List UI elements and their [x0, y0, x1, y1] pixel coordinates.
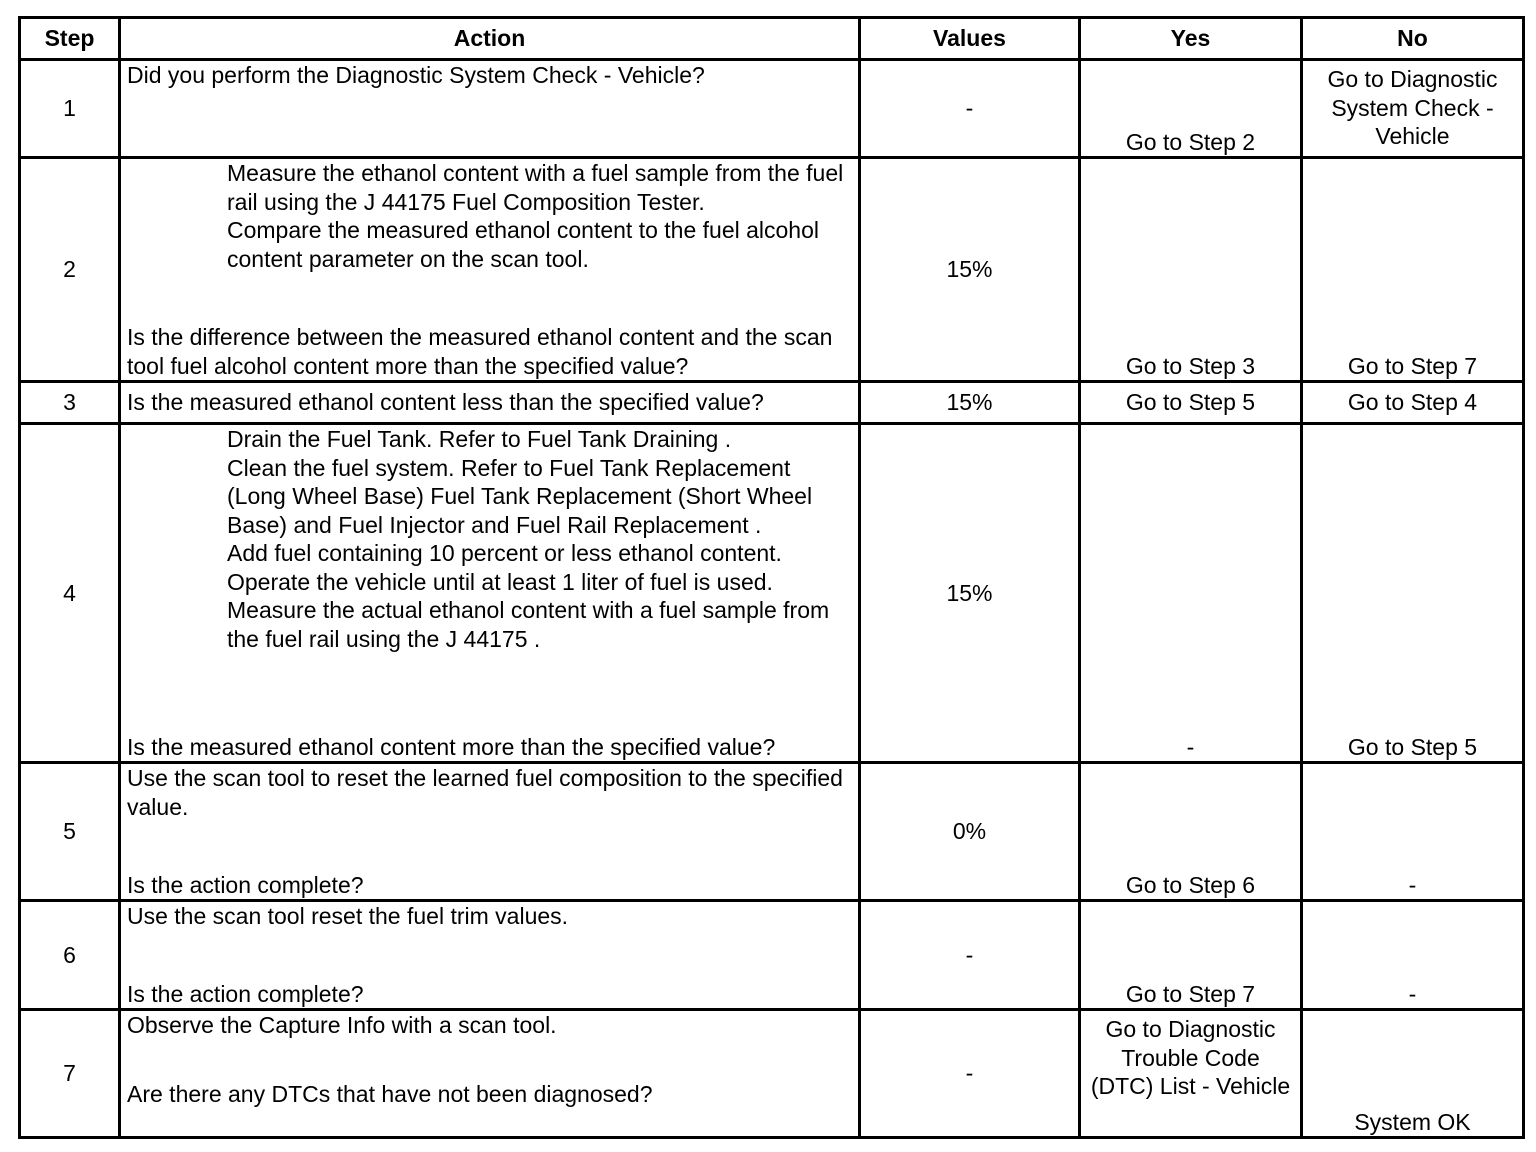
header-no: No	[1302, 18, 1524, 60]
value-cell: 0%	[860, 763, 1080, 901]
action-substep: Use the scan tool to reset the learned fuel composition to the specified value.	[127, 765, 843, 820]
no-cell: Go to Step 7	[1302, 158, 1524, 382]
action-cell	[120, 158, 860, 382]
header-values: Values	[860, 18, 1080, 60]
table-row	[20, 901, 1524, 1010]
action-cell	[120, 1010, 860, 1138]
yes-cell: Go to Step 7	[1080, 901, 1302, 1010]
value-cell: -	[860, 60, 1080, 158]
action-substeps	[127, 902, 852, 931]
action-question: Are there any DTCs that have not been diagnosed?	[127, 1080, 653, 1107]
action-cell	[120, 424, 860, 763]
table-row	[20, 424, 1524, 763]
step-number: 6	[20, 901, 120, 1010]
header-row	[20, 18, 1524, 60]
action-question: Is the action complete?	[127, 871, 364, 898]
action-substep: Compare the measured ethanol content to the fuel alcohol content parameter on the scan tool.	[227, 217, 819, 272]
no-cell: -	[1302, 763, 1524, 901]
action-substep: Observe the Capture Info with a scan tool.	[127, 1012, 557, 1038]
table-row	[20, 1010, 1524, 1138]
action-substep: Add fuel containing 10 percent or less ethanol content.	[227, 540, 782, 566]
header-action: Action	[120, 18, 860, 60]
action-substep: Drain the Fuel Tank. Refer to Fuel Tank Draining .	[227, 426, 732, 452]
action-substeps	[127, 425, 852, 653]
action-substeps	[127, 1011, 852, 1040]
yes-cell: Go to Diagnostic Trouble Code (DTC) List - Vehicle	[1080, 1010, 1302, 1138]
step-number: 3	[20, 382, 120, 424]
step-number: 5	[20, 763, 120, 901]
action-cell	[120, 901, 860, 1010]
action-substep: Measure the ethanol content with a fuel sample from the fuel rail using the J 44175 Fuel Composition Tester.	[227, 160, 844, 215]
no-cell: Go to Step 4	[1302, 382, 1524, 424]
table-row	[20, 763, 1524, 901]
yes-cell: Go to Step 5	[1080, 382, 1302, 424]
step-number: 4	[20, 424, 120, 763]
value-cell: 15%	[860, 424, 1080, 763]
action-question: Is the action complete?	[127, 980, 364, 1007]
action-substep: Use the scan tool reset the fuel trim values.	[127, 903, 569, 929]
table-row	[20, 158, 1524, 382]
value-cell: -	[860, 901, 1080, 1010]
no-cell: Go to Step 5	[1302, 424, 1524, 763]
action-substep: Clean the fuel system. Refer to Fuel Tank Replacement (Long Wheel Base) Fuel Tank Replacement (Short Wheel Base) and Fuel Injector and Fuel Rail Replacement .	[227, 454, 813, 538]
action-substep: Operate the vehicle until at least 1 liter of fuel is used.	[227, 568, 773, 595]
value-cell: 15%	[860, 158, 1080, 382]
yes-cell: Go to Step 6	[1080, 763, 1302, 901]
step-number: 7	[20, 1010, 120, 1138]
header-step: Step	[20, 18, 120, 60]
no-cell: -	[1302, 901, 1524, 1010]
no-cell: Go to Diagnostic System Check - Vehicle	[1302, 60, 1524, 158]
yes-cell: -	[1080, 424, 1302, 763]
table-row	[20, 60, 1524, 158]
table-row	[20, 382, 1524, 424]
action-substeps	[127, 764, 852, 821]
yes-cell: Go to Step 2	[1080, 60, 1302, 158]
action-substeps	[127, 159, 852, 273]
step-number: 1	[20, 60, 120, 158]
diagnostic-table	[18, 16, 1525, 1139]
value-cell: 15%	[860, 382, 1080, 424]
action-question: Is the measured ethanol content less than the specified value?	[127, 389, 764, 416]
action-question: Is the difference between the measured ethanol content and the scan tool fuel alcohol content more than the specified value?	[127, 324, 833, 379]
action-question: Did you perform the Diagnostic System Check - Vehicle?	[127, 62, 705, 88]
action-cell	[120, 60, 860, 158]
value-cell: -	[860, 1010, 1080, 1138]
action-substep: Measure the actual ethanol content with a fuel sample from the fuel rail using the J 44175 .	[227, 597, 830, 652]
action-cell	[120, 763, 860, 901]
action-cell	[120, 382, 860, 424]
no-cell: System OK	[1302, 1010, 1524, 1138]
header-yes: Yes	[1080, 18, 1302, 60]
yes-cell: Go to Step 3	[1080, 158, 1302, 382]
action-question: Is the measured ethanol content more than the specified value?	[127, 733, 776, 760]
step-number: 2	[20, 158, 120, 382]
